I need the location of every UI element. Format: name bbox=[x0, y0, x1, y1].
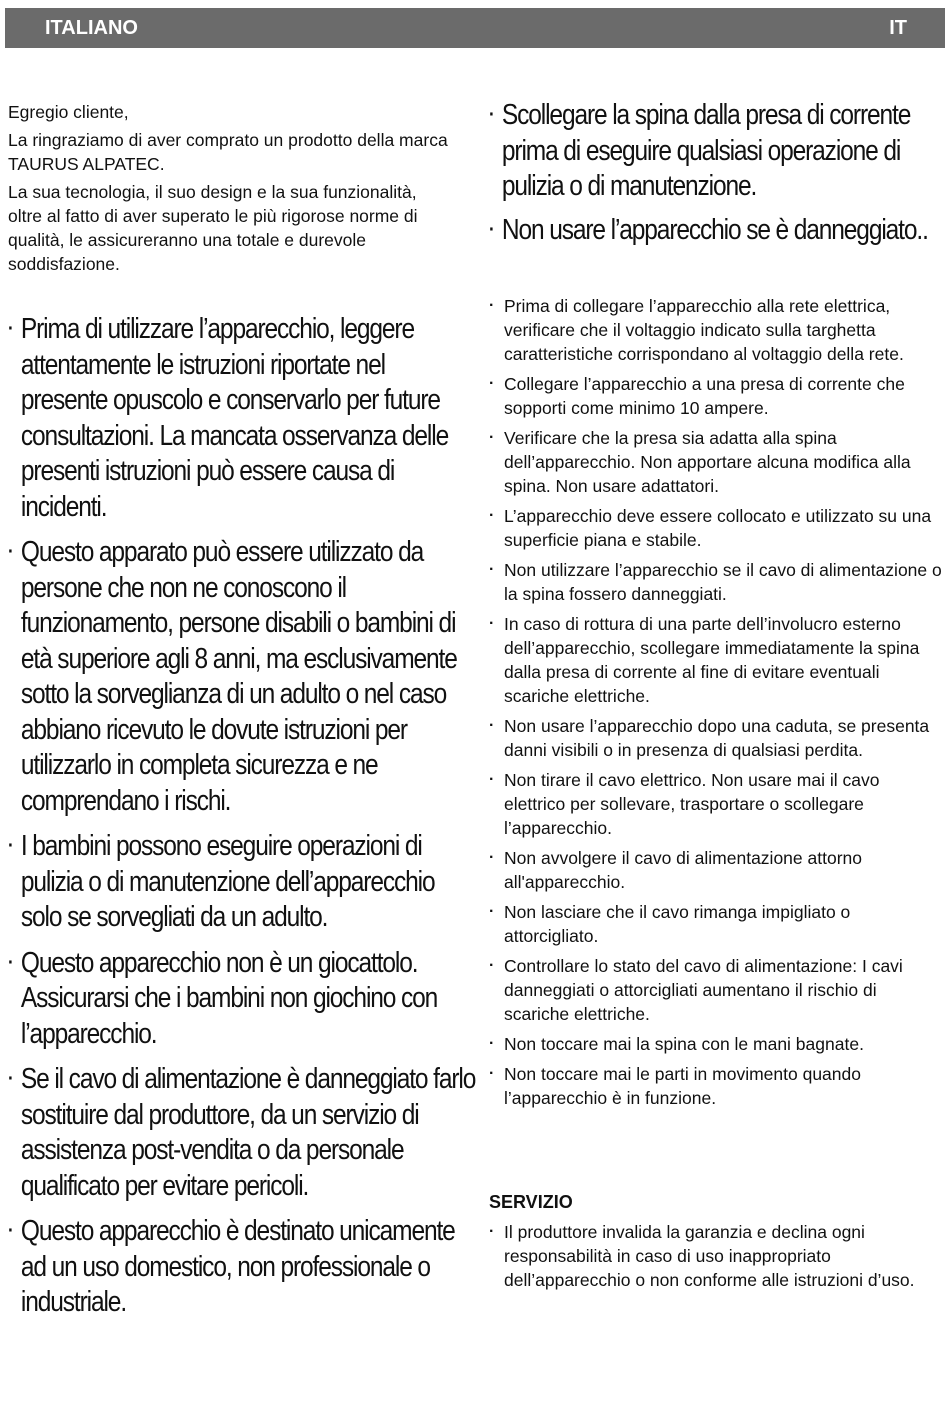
intro-section bbox=[8, 100, 448, 280]
intro-body: La sua tecnologia, il suo design e la sua funzionalità, oltre al fatto di aver superato le più rigorose norme di qualità, le assicureranno una totale e durevole soddisfazione. bbox=[8, 182, 418, 274]
list-item: · Non toccare mai la spina con le mani bagnate. bbox=[489, 1032, 944, 1056]
intro-greeting: Egregio cliente, bbox=[8, 102, 129, 122]
list-item: · Non lasciare che il cavo rimanga impigliato o attorcigliato. bbox=[489, 900, 944, 948]
list-item: · L’apparecchio deve essere collocato e utilizzato su una superficie piana e stabile. bbox=[489, 504, 944, 552]
service-list bbox=[489, 1220, 944, 1292]
list-item: · I bambini possono eseguire operazioni di pulizia o di manutenzione dell’apparecchio solo se sorvegliati da un adulto. bbox=[8, 829, 477, 936]
language-code: IT bbox=[889, 16, 907, 39]
left-warnings-list bbox=[8, 312, 476, 1331]
list-item: · Non usare l’apparecchio se è danneggiato.. bbox=[489, 213, 949, 249]
list-item: · In caso di rottura di una parte dell’involucro esterno dell’apparecchio, scollegare immediatamente la spina dalla presa di corrente al fine di evitare eventuali scariche elettriche. bbox=[489, 612, 944, 708]
list-item: · Questo apparato può essere utilizzato da persone che non ne conoscono il funzionamento, persone disabili o bambini di età superiore agli 8 anni, ma esclusivamente sotto la sorveglianza di un adulto o nel caso abbiano ricevuto le dovute istruzioni per utilizzarlo in completa sicurezza e ne comprendano i rischi. bbox=[8, 535, 477, 819]
right-items-list bbox=[489, 294, 944, 1116]
intro-thanks: La ringraziamo di aver comprato un prodotto della marca TAURUS ALPATEC. bbox=[8, 130, 448, 174]
list-item: · Controllare lo stato del cavo di alimentazione: I cavi danneggiati o attorcigliati aumentano il rischio di scariche elettriche. bbox=[489, 954, 944, 1026]
service-heading: SERVIZIO bbox=[489, 1192, 573, 1212]
list-item: · Non toccare mai le parti in movimento quando l’apparecchio è in funzione. bbox=[489, 1062, 944, 1110]
list-item: · Questo apparecchio non è un giocattolo. Assicurarsi che i bambini non giochino con l’apparecchio. bbox=[8, 946, 477, 1053]
right-warnings-list bbox=[489, 98, 944, 256]
list-item: · Il produttore invalida la garanzia e declina ogni responsabilità in caso di uso inappropriato dell’apparecchio o non conforme alle istruzioni d’uso. bbox=[489, 1220, 944, 1292]
list-item: · Se il cavo di alimentazione è danneggiato farlo sostituire dal produttore, da un servizio di assistenza post-vendita o da personale qualificato per evitare pericoli. bbox=[8, 1062, 477, 1204]
list-item: · Prima di collegare l’apparecchio alla rete elettrica, verificare che il voltaggio indicato sulla targhetta caratteristiche corrispondano al voltaggio della rete. bbox=[489, 294, 944, 366]
list-item: · Prima di utilizzare l’apparecchio, leggere attentamente le istruzioni riportate nel presente opuscolo e conservarlo per future consultazioni. La mancata osservanza delle presenti istruzioni può essere causa di incidenti. bbox=[8, 312, 477, 525]
list-item: · Collegare l’apparecchio a una presa di corrente che sopporti come minimo 10 ampere. bbox=[489, 372, 944, 420]
page-header bbox=[5, 8, 945, 48]
list-item: · Non avvolgere il cavo di alimentazione attorno all'apparecchio. bbox=[489, 846, 944, 894]
list-item: · Non tirare il cavo elettrico. Non usare mai il cavo elettrico per sollevare, trasportare o scollegare l’apparecchio. bbox=[489, 768, 944, 840]
list-item: · Scollegare la spina dalla presa di corrente prima di eseguire qualsiasi operazione di pulizia o di manutenzione. bbox=[489, 98, 949, 205]
list-item: · Non utilizzare l’apparecchio se il cavo di alimentazione o la spina fossero danneggiati. bbox=[489, 558, 944, 606]
language-label: ITALIANO bbox=[45, 16, 138, 39]
list-item: · Questo apparecchio è destinato unicamente ad un uso domestico, non professionale o industriale. bbox=[8, 1214, 477, 1321]
list-item: · Non usare l’apparecchio dopo una caduta, se presenta danni visibili o in presenza di qualsiasi perdita. bbox=[489, 714, 944, 762]
list-item: · Verificare che la presa sia adatta alla spina dell’apparecchio. Non apportare alcuna modifica alla spina. Non usare adattatori. bbox=[489, 426, 944, 498]
